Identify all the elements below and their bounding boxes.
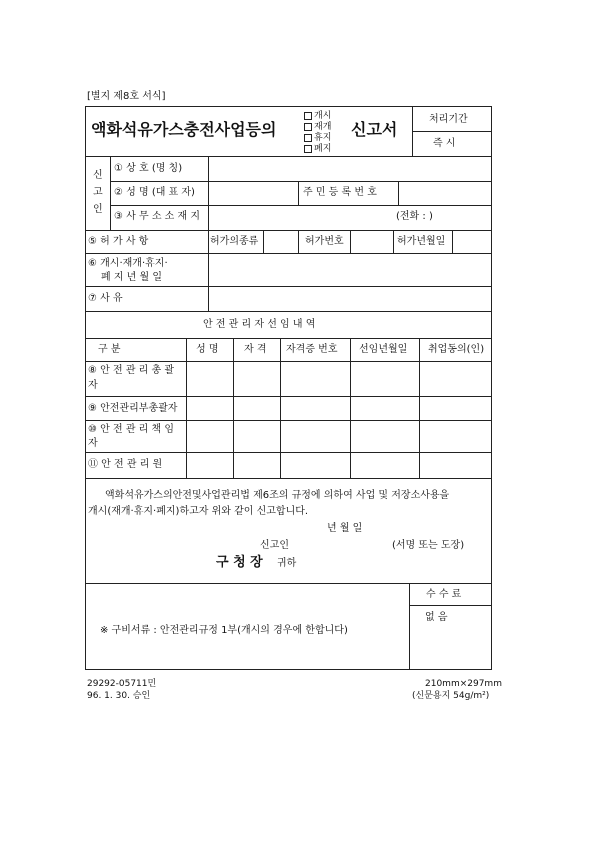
permit-date-label: 허가년월일	[397, 236, 446, 247]
safety-row-2-label: ⑨ 안전관리부총괄자	[88, 403, 178, 414]
processing-period-label: 처리기간	[429, 114, 468, 125]
option-resume: 재개	[314, 122, 332, 132]
safety-row-3-label: ⑩ 안 전 관 리 책 임	[88, 424, 174, 435]
reason-label: ⑦ 사 유	[88, 293, 123, 304]
form-title: 액화석유가스충전사업등의	[91, 120, 277, 139]
date-line: 년 월 일	[327, 523, 363, 534]
safety-section-header: 안 전 관 리 자 선 임 내 역	[203, 319, 316, 330]
permit-type-field[interactable]	[264, 231, 297, 252]
reporter-label: 신고인	[260, 540, 289, 551]
option-close: 폐지	[314, 144, 332, 154]
option-suspend: 휴지	[314, 133, 332, 143]
declaration-line2: 개시(재개·휴지·폐지)하고자 위와 같이 신고합니다.	[88, 506, 309, 517]
documents-note: ※ 구비서류 : 안전관리규정 1부(개시의 경우에 한합니다)	[100, 625, 348, 636]
safety-col-consent: 취업동의(인)	[428, 344, 485, 355]
fee-label: 수 수 료	[426, 589, 462, 600]
change-date-field[interactable]	[209, 254, 491, 285]
company-name-field[interactable]	[209, 157, 491, 180]
recipient: 구 청 장	[216, 555, 263, 570]
permit-type-label: 허가의종류	[210, 236, 259, 247]
option-checkbox-start[interactable]	[304, 112, 312, 120]
option-checkbox-suspend[interactable]	[304, 134, 312, 142]
name-label: ② 성 명 (대 표 자)	[114, 187, 195, 198]
applicant-label-2: 고	[93, 187, 103, 198]
reason-field[interactable]	[209, 287, 491, 310]
safety-col-category: 구 분	[98, 344, 121, 355]
safety-row-1-label-cont: 자	[88, 380, 98, 391]
permit-number-field[interactable]	[351, 231, 392, 252]
option-checkbox-close[interactable]	[304, 145, 312, 153]
name-field[interactable]	[209, 182, 297, 204]
safety-col-appointment-date: 선임년월일	[359, 344, 408, 355]
form-label: [별지 제8호 서식]	[87, 91, 166, 102]
company-name-label: ① 상 호 (명 칭)	[114, 163, 183, 174]
permit-label: ⑤ 허 가 사 항	[88, 236, 149, 247]
footer-form-number: 29292-05711민	[87, 679, 157, 689]
safety-col-qualification: 자 격	[244, 344, 267, 355]
resident-number-label: 주 민 등 록 번 호	[303, 187, 377, 198]
office-address-field[interactable]	[209, 206, 389, 229]
declaration-line1: 액화석유가스의안전및사업관리법 제6조의 규정에 의하여 사업 및 저장소사용을	[105, 490, 450, 501]
safety-row-4-label: ⑪ 안 전 관 리 원	[88, 459, 163, 470]
footer-paper-size: 210mm×297mm	[425, 679, 502, 689]
applicant-label-1: 신	[93, 170, 103, 181]
permit-date-field[interactable]	[453, 231, 491, 252]
option-start: 개시	[314, 111, 332, 121]
footer-paper-type: (신문용지 54g/m²)	[412, 691, 490, 701]
change-date-label-line1: ⑥ 개시·재개·휴지·	[88, 258, 168, 269]
signature-label: (서명 또는 도장)	[392, 540, 465, 551]
safety-col-license-number: 자격증 번호	[286, 344, 338, 355]
permit-number-label: 허가번호	[305, 236, 344, 247]
phone-label: (전화 : )	[396, 211, 433, 222]
recipient-suffix: 귀하	[277, 558, 297, 569]
resident-number-field[interactable]	[399, 182, 491, 204]
office-address-label: ③ 사 무 소 소 재 지	[114, 211, 200, 222]
option-checkbox-resume[interactable]	[304, 123, 312, 131]
safety-col-name: 성 명	[196, 344, 219, 355]
footer-approval-date: 96. 1. 30. 승인	[87, 691, 151, 701]
report-word: 신고서	[351, 120, 398, 139]
change-date-label-line2: 폐 지 년 월 일	[101, 272, 163, 283]
safety-row-3-label-cont: 자	[88, 438, 98, 449]
applicant-label-3: 인	[93, 204, 103, 215]
safety-row-1-label: ⑧ 안 전 관 리 총 괄	[88, 365, 174, 376]
processing-period-value: 즉 시	[433, 138, 456, 149]
fee-value: 없 음	[425, 612, 448, 623]
